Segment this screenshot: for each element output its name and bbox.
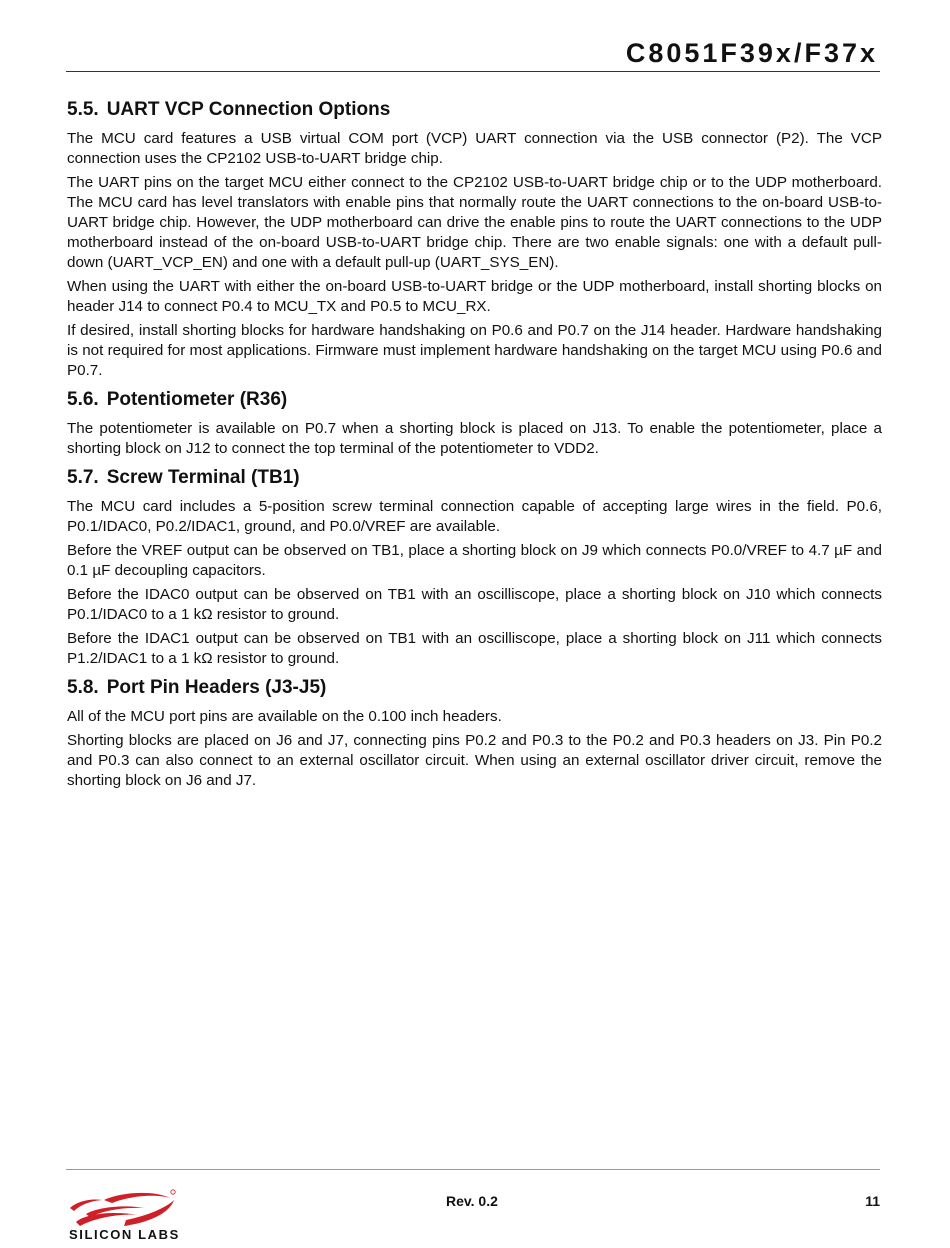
section-heading-5-7 (67, 465, 882, 491)
section-title: Potentiometer (R36) (106, 389, 288, 410)
paragraph: Before the IDAC0 output can be observed on TB1 with an oscilliscope, place a shorting block on J10 which connects P0.1/IDAC0 to a 1 kΩ resistor to ground. (67, 586, 882, 623)
page-number: 11 (865, 1193, 880, 1209)
footer-divider (66, 1169, 880, 1170)
paragraph: The potentiometer is available on P0.7 when a shorting block is placed on J13. To enable the potentiometer, place a shorting block on J12 to connect the top terminal of the potentiometer to VDD2. (67, 420, 882, 457)
logo-wordmark: SILICON LABS (69, 1227, 180, 1242)
section-heading-5-8 (67, 675, 882, 701)
paragraph: When using the UART with either the on-board USB-to-UART bridge or the UDP motherboard, install shorting blocks on header J14 to connect P0.4 to MCU_TX and P0.5 to MCU_RX. (67, 278, 882, 315)
paragraph: The MCU card includes a 5-position screw terminal connection capable of accepting large wires in the field. P0.6, P0.1/IDAC0, P0.2/IDAC1, ground, and P0.0/VREF are available. (67, 498, 882, 535)
section-heading-5-6 (67, 387, 882, 413)
section-title: Screw Terminal (TB1) (106, 467, 300, 488)
section-number: 5.5. (67, 99, 99, 120)
section-title: UART VCP Connection Options (106, 99, 391, 120)
paragraph: Shorting blocks are placed on J6 and J7, connecting pins P0.2 and P0.3 to the P0.2 and P0.3 headers on J3. Pin P0.2 and P0.3 can also connect to an external oscillator circuit. When using an external oscillator driver circuit, remove the shorting block on J6 and J7. (67, 732, 882, 789)
section-number: 5.8. (67, 677, 99, 698)
header-divider (66, 71, 880, 72)
paragraph: All of the MCU port pins are available on the 0.100 inch headers. (67, 708, 502, 725)
paragraph: The MCU card features a USB virtual COM port (VCP) UART connection via the USB connector (P2). The VCP connection uses the CP2102 USB-to-UART bridge chip. (67, 130, 882, 167)
page-content (67, 97, 882, 795)
paragraph: Before the IDAC1 output can be observed on TB1 with an oscilliscope, place a shorting block on J11 which connects P1.2/IDAC1 to a 1 kΩ resistor to ground. (67, 630, 882, 667)
section-number: 5.6. (67, 389, 99, 410)
document-title: C8051F39x/F37x (625, 38, 878, 68)
paragraph: Before the VREF output can be observed on TB1, place a shorting block on J9 which connects P0.0/VREF to 4.7 µF and 0.1 µF decoupling capacitors. (67, 542, 882, 579)
section-number: 5.7. (67, 467, 99, 488)
section-title: Port Pin Headers (J3-J5) (106, 677, 327, 698)
paragraph: If desired, install shorting blocks for hardware handshaking on P0.6 and P0.7 on the J14 header. Hardware handshaking is not required for most applications. Firmware must implement hardware handshaking on the target MCU using P0.6 and P0.7. (67, 322, 882, 379)
revision-label: Rev. 0.2 (446, 1193, 498, 1209)
paragraph: The UART pins on the target MCU either connect to the CP2102 USB-to-UART bridge chip or to the UDP motherboard. The MCU card has level translators with enable pins that normally route the UART connections to the on-board USB-to-UART bridge chip. However, the UDP motherboard can drive the enable pins to route the UART connections to the UDP motherboard instead of the on-board USB-to-UART bridge chip. There are two enable signals: one with a default pull-down (UART_VCP_EN) and one with a default pull-up (UART_SYS_EN). (67, 174, 882, 271)
section-heading-5-5 (67, 97, 882, 123)
